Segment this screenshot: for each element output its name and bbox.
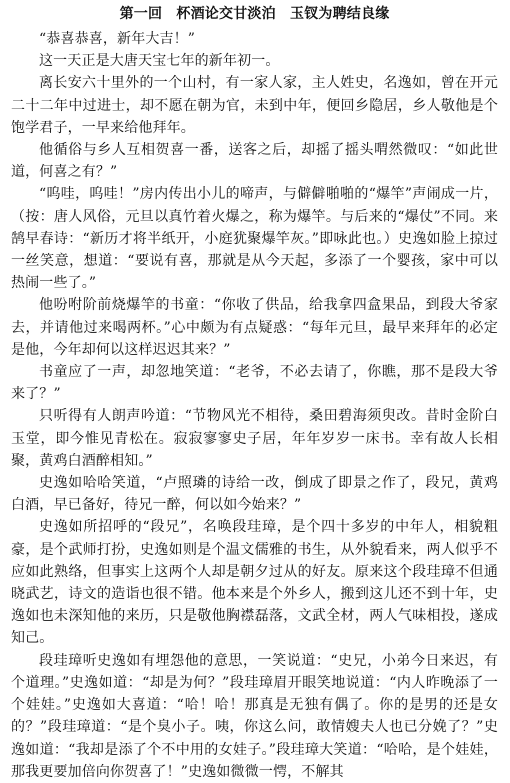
paragraph: “恭喜恭喜，新年大吉！” xyxy=(39,31,196,47)
paragraph: 史逸如所招呼的“段兄”，名唤段珪璋，是个四十多岁的中年人，相貌粗豪，是个武师打扮，史逸如则是个温文儒雅的书生，从外貌看来，两人似乎不应如此熟络，但事实上这两个人却是朝夕过从的好友。原来这个段珪璋不但通晓武艺，诗文的造诣也很不错。他本来是个外乡人，搬到这儿还不到十年，史逸如也未深知他的来历，只是敬他胸襟磊落，文武全材，两人气味相投，遂成知己。 xyxy=(11,519,498,647)
paragraph: 他吩咐阶前烧爆竿的书童：“你收了供品，给我拿四盒果品，到段大爷家去，并请他过来喝两杯。”心中颇为有点疑惑：“每年元旦，最早来拜年的必定是他，今年却何以这样迟迟其来？” xyxy=(11,297,498,358)
paragraph: “呜哇，呜哇！”房内传出小儿的啼声，与僻僻啪啪的“爆竿”声闹成一片，（按：唐人风俗，元旦以真竹着火爆之，称为爆竿。与后来的“爆仗”不同。来鹄早春诗：“新历才将半纸开，小庭犹聚爆竿灰。”即咏此也。）史逸如脸上掠过一丝笑意，想道：“要说有喜，那就是从今天起，多添了一个婴孩，家中可以热闹一些了。” xyxy=(11,186,498,292)
paragraph: 书童应了一声，却忽地笑道：“老爷，不必去请了，你瞧，那不是段大爷来了？” xyxy=(11,364,498,403)
chapter-title: 第一回 杯酒论交甘淡泊 玉钗为聘结良缘 xyxy=(119,6,390,22)
paragraph: 史逸如哈哈笑道，“卢照璘的诗给一改，倒成了即景之作了，段兄，黄鸡白酒，早已备好，待兄一醉，何以如今始来？” xyxy=(11,475,498,514)
paragraph: 这一天正是大唐天宝七年的新年初一。 xyxy=(39,53,280,70)
paragraph: 段珪璋听史逸如有埋怨他的意思，一笑说道：“史兄，小弟今日来迟，有个道理。”史逸如道：“却是为何？”段珪璋眉开眼笑地说道：“内人昨晚添了一个娃娃。”史逸如大喜道：“哈！哈！那真是无独有偶了。你的是男的还是女的？”段珪璋道：“是个臭小子。咦，你这么问，敢情嫂夫人也已分娩了？”史逸如道：“我却是添了个不中用的女娃子。”段珪璋大笑道：“哈哈，是个娃娃，那我更要加倍向你贺喜了！”史逸如微微一愕，不解其 xyxy=(11,652,498,780)
paragraph: 只听得有人朗声吟道：“节物风光不相待，桑田碧海须臾改。昔时金阶白玉堂，即今惟见青松在。寂寂寥寥史子居，年年岁岁一床书。幸有故人长相聚，黄鸡白酒醉相知。” xyxy=(11,408,498,469)
paragraph: 离长安六十里外的一个山村，有一家人家，主人姓史，名逸如，曾在开元二十二年中过进士，却不愿在朝为官，未到中年，便回乡隐居，乡人敬他是个饱学君子，一早来给他拜年。 xyxy=(11,75,498,136)
paragraph: 他循俗与乡人互相贺喜一番，送客之后，却摇了摇头喟然微叹：“如此世道，何喜之有？” xyxy=(11,142,498,181)
body-text xyxy=(11,28,498,783)
